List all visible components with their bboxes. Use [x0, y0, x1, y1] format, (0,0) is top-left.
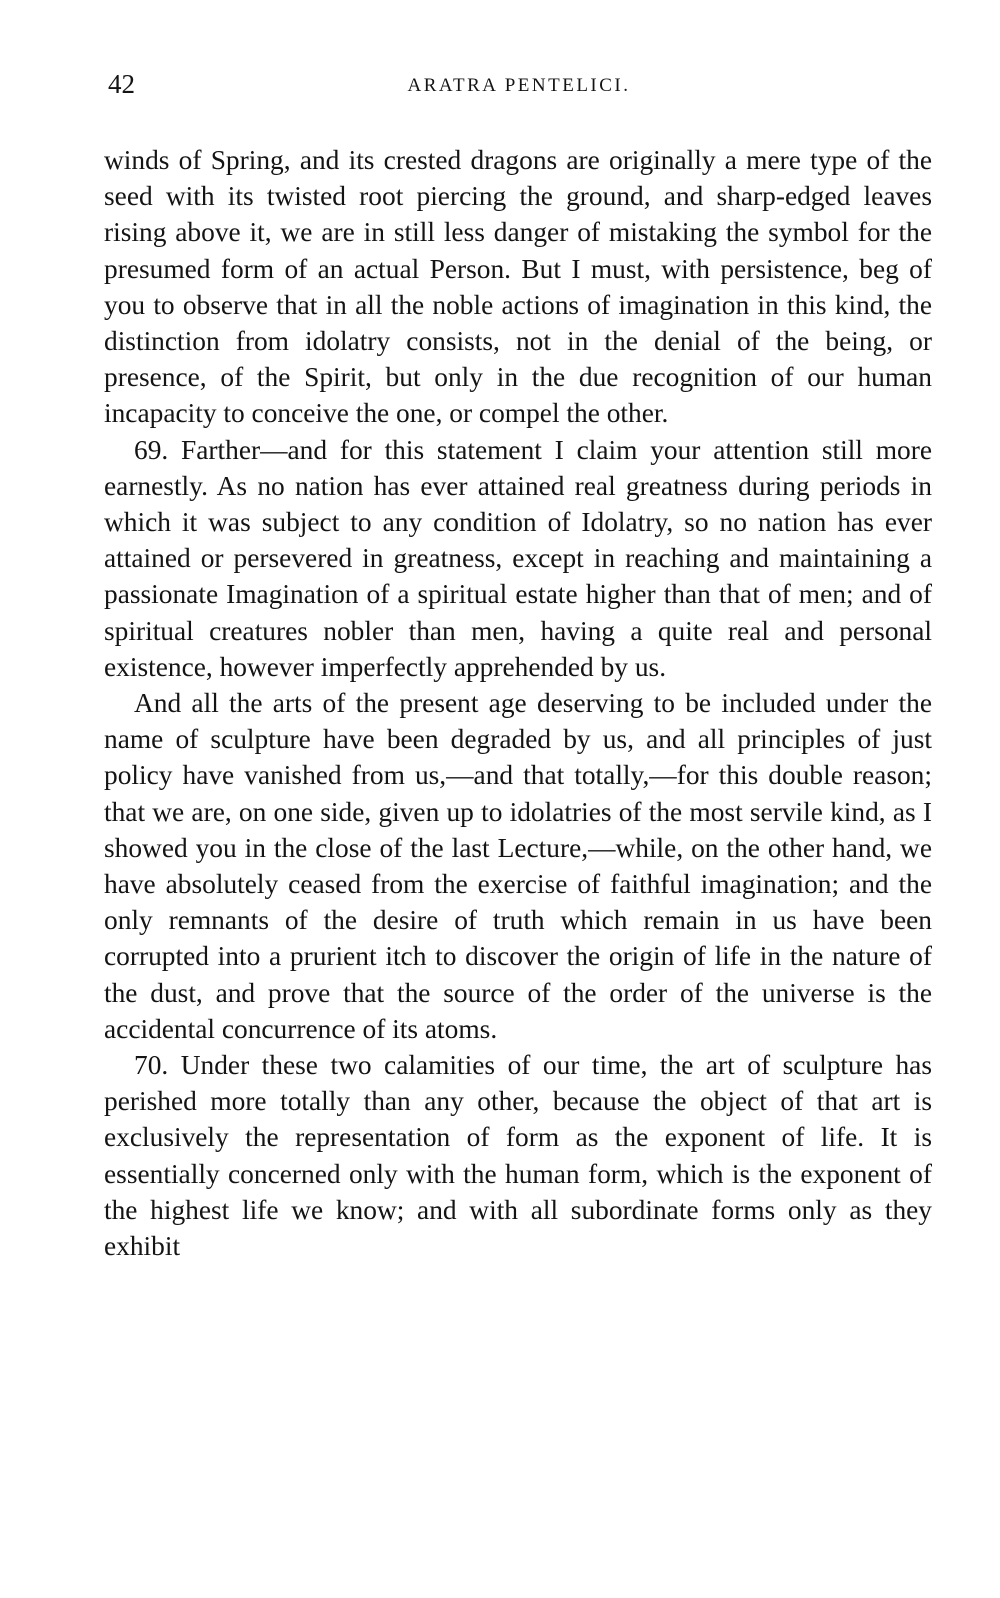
paragraph-70: 70. Under these two calamities of our time, the art of sculpture has perished more totally than any other, because the object of that art is exclusively the representation of form as the exponent of life. It is essentially concerned only with the human form, which is the exponent of the highest life we know; and with all subordinate forms only as they exhibit — [104, 1050, 932, 1262]
page-header — [108, 64, 930, 104]
page-number: 42 — [108, 69, 135, 99]
paragraph-arts-of-present-age: And all the arts of the present age deserving to be included under the name of sculpture have been degraded by us, and all principles of just policy have vanished from us,—and that totally,—for this double reason; that we are, on one side, given up to idolatries of the most servile kind, as I showed you in the close of the last Lecture,—while, on the other hand, we have absolutely ceased from the exercise of faithful imagination; and the only remnants of the desire of truth which remain in us have been corrupted into a prurient itch to discover the origin of life in the nature of the dust, and prove that the source of the order of the universe is the accidental concurrence of its atoms. — [104, 688, 932, 1044]
running-title: ARATRA PENTELICI. — [407, 75, 631, 96]
paragraph-continuation: winds of Spring, and its crested dragons are originally a mere type of the seed with its twisted root piercing the ground, and sharp-edged leaves rising above it, we are in still less danger of mistaking the symbol for the presumed form of an actual Person. But I must, with persistence, beg of you to observe that in all the noble actions of imagination in this kind, the distinction from idolatry consists, not in the denial of the being, or presence, of the Spirit, but only in the due recognition of our human incapacity to conceive the one, or compel the other. — [104, 145, 932, 429]
paragraph-69: 69. Farther—and for this statement I claim your attention still more earnestly. As no nation has ever attained real greatness during periods in which it was subject to any condition of Idolatry, so no nation has ever attained or persevered in greatness, except in reaching and maintaining a passionate Imagination of a spiritual estate higher than that of men; and of spiritual creatures nobler than men, having a quite real and personal existence, however imperfectly apprehended by us. — [104, 434, 932, 682]
body-text — [104, 142, 932, 1264]
